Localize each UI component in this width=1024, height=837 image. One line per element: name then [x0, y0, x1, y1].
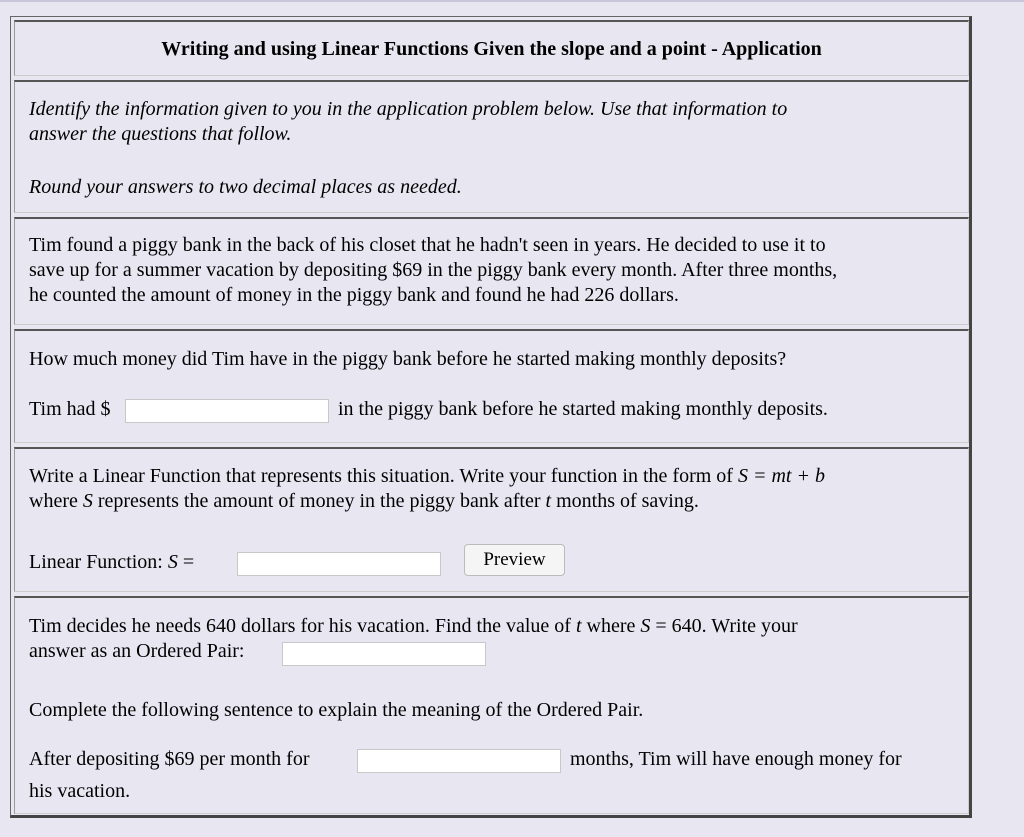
instructions-line-1: Identify the information given to you in the application problem below. Use that information to: [29, 98, 788, 120]
complete-sentence-prompt: Complete the following sentence to explain the meaning of the Ordered Pair.: [29, 699, 644, 721]
sentence-line-2: his vacation.: [29, 780, 131, 802]
q2-var-s: S: [82, 490, 93, 512]
q3-line-1-mid: where: [586, 615, 636, 637]
q3-line-1-end: = 640. Write your: [655, 615, 798, 637]
q2-line-2-end: months of saving.: [556, 490, 699, 512]
problem-table: [10, 16, 972, 818]
story-cell: [14, 217, 969, 325]
initial-amount-input[interactable]: [125, 399, 329, 423]
linear-function-label-text: Linear Function:: [29, 551, 163, 573]
q2-line-2-mid: represents the amount of money in the piggy bank after: [97, 490, 541, 512]
question-2-cell: [14, 447, 969, 592]
sentence-start: After depositing $69 per month for: [29, 748, 310, 770]
linear-function-label-eq: =: [182, 551, 195, 573]
story-text: [29, 233, 954, 308]
q2-line-1: Write a Linear Function that represents this situation. Write your function in the form of: [29, 465, 733, 487]
story-line-3: he counted the amount of money in the piggy bank and found he had 226 dollars.: [29, 284, 679, 306]
instructions-line-2: answer the questions that follow.: [29, 123, 292, 145]
rounding-note: Round your answers to two decimal places as needed.: [29, 176, 462, 198]
q1-prefix: Tim had $: [29, 398, 111, 420]
q3-line-1-start: Tim decides he needs 640 dollars for his vacation. Find the value of: [29, 615, 571, 637]
sentence-end: months, Tim will have enough money for: [570, 748, 902, 770]
top-divider: [0, 0, 1024, 2]
question-2-text: [29, 464, 954, 514]
q2-form-equation: = mt + b: [752, 465, 825, 487]
question-1-text: How much money did Tim have in the piggy bank before he started making monthly deposits?: [29, 348, 787, 370]
q3-line-2: answer as an Ordered Pair:: [29, 640, 245, 662]
q1-suffix: in the piggy bank before he started making monthly deposits.: [338, 398, 828, 420]
linear-function-label: [29, 551, 194, 574]
instructions-text: [29, 97, 954, 147]
linear-function-label-var: S: [167, 551, 178, 573]
story-line-1: Tim found a piggy bank in the back of his closet that he hadn't seen in years. He decided to use it to: [29, 234, 826, 256]
question-1-cell: [14, 329, 969, 443]
story-line-2: save up for a summer vacation by depositing $69 in the piggy bank every month. After three months,: [29, 259, 838, 281]
q3-var-t: t: [575, 615, 582, 637]
q2-var-t: t: [545, 490, 552, 512]
page-title: Writing and using Linear Functions Given the slope and a point - Application: [161, 38, 822, 60]
q2-form-var: S: [737, 465, 748, 487]
q3-var-s: S: [640, 615, 651, 637]
q2-line-2-start: where: [29, 490, 78, 512]
question-3-cell: [14, 596, 969, 814]
instructions-cell: [14, 80, 969, 213]
question-3-text: [29, 614, 954, 664]
months-input[interactable]: [357, 749, 561, 773]
ordered-pair-input[interactable]: [282, 642, 486, 666]
linear-function-input[interactable]: [237, 552, 441, 576]
preview-button[interactable]: Preview: [464, 544, 565, 576]
title-cell: [14, 20, 969, 76]
